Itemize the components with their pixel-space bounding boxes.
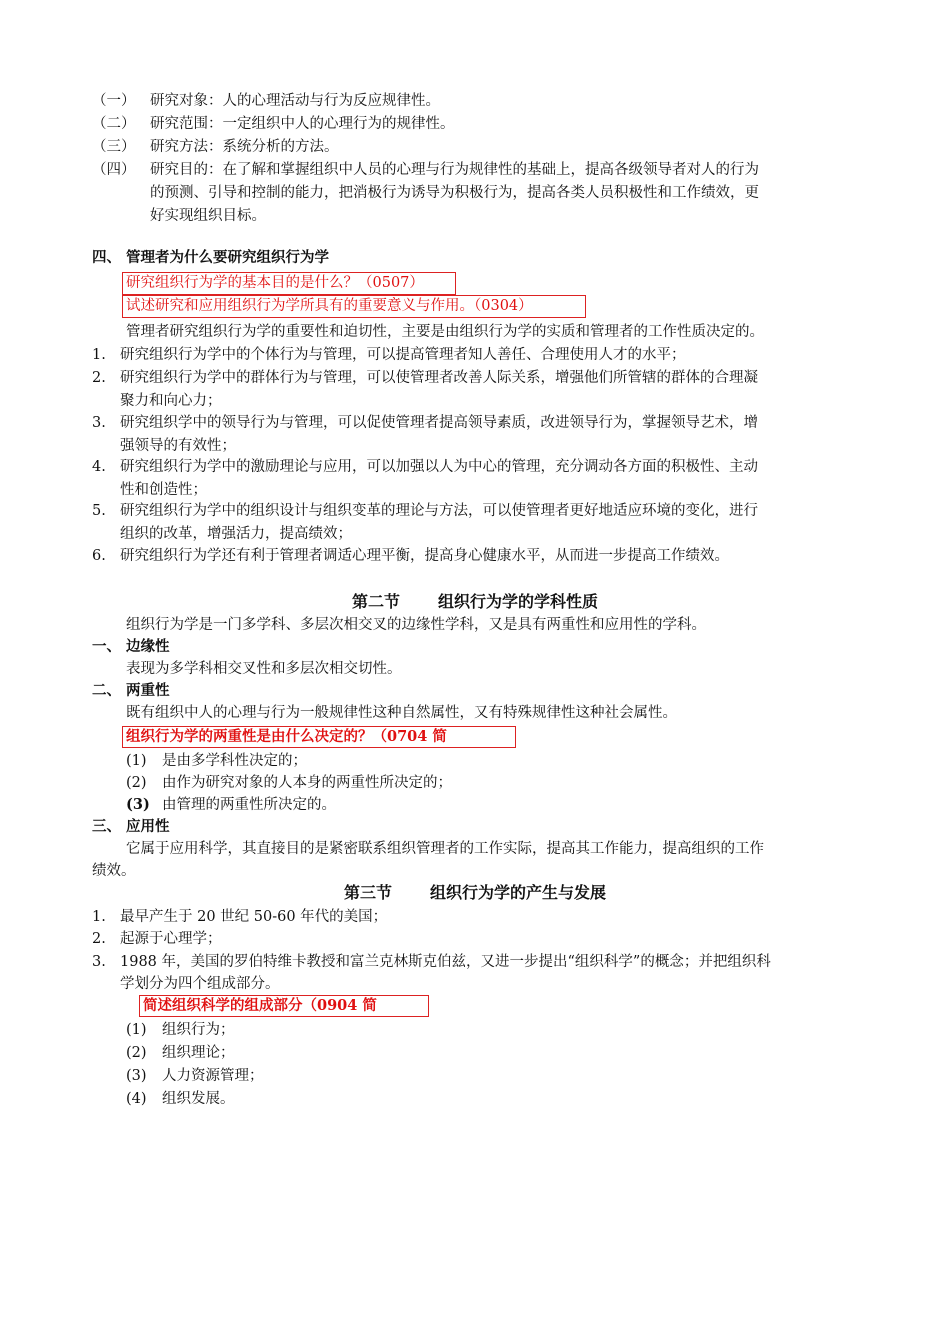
paragraph: 管理者研究组织行为学的重要性和迫切性，主要是由组织行为学的实质和管理者的工作性质决定的。 [126, 324, 764, 340]
section-title: 第三节 组织行为学的产生与发展 [343, 883, 607, 902]
sub-list-item: (3) 人力资源管理； [126, 1068, 264, 1084]
list-item: 5. 研究组织行为学中的组织设计与组织变革的理论与方法，可以使管理者更好地适应环境的变化，进行 [92, 503, 758, 519]
sub-list-item: (1) 是由多学科性决定的； [126, 753, 307, 769]
exam-question-box: 研究组织行为学的基本目的是什么？（0507） [122, 272, 456, 295]
list-item: 1. 研究组织行为学中的个体行为与管理，可以提高管理者知人善任、合理使用人才的水平； [92, 347, 686, 363]
list-item: 2. 研究组织行为学中的群体行为与管理，可以使管理者改善人际关系，增强他们所管辖的群体的合理凝 [92, 370, 758, 386]
paragraph: 组织行为学是一门多学科、多层次相交叉的边缘性学科，又是具有两重性和应用性的学科。 [126, 617, 706, 633]
paragraph-continuation: 绩效。 [92, 863, 136, 879]
exam-question-box: 简述组织科学的组成部分（0904 简 [139, 995, 429, 1017]
section-heading: 四、 管理者为什么要研究组织行为学 [92, 249, 330, 266]
list-item: 3. 1988 年，美国的罗伯特维卡教授和富兰克林斯克伯兹，又进一步提出“组织科学”的概念；并把组织科 [92, 954, 771, 970]
list-item-continuation: 好实现组织目标。 [150, 208, 266, 224]
sub-list-item: (2) 由作为研究对象的人本身的两重性所决定的； [126, 775, 452, 791]
exam-question-box: 组织行为学的两重性是由什么决定的？（0704 简 [122, 726, 516, 748]
list-item: 3. 研究组织学中的领导行为与管理，可以促使管理者提高领导素质，改进领导行为，掌握领导艺术，增 [92, 415, 758, 431]
sub-list-item: (4) 组织发展。 [126, 1091, 235, 1107]
list-item: 2. 起源于心理学； [92, 931, 222, 947]
list-item-continuation: 学划分为四个组成部分。 [120, 976, 280, 992]
list-item: （四） 研究目的：在了解和掌握组织中人员的心理与行为规律性的基础上，提高各级领导者对人的行为 [92, 162, 759, 178]
list-item: 1. 最早产生于 20 世纪 50-60 年代的美国； [92, 909, 388, 925]
list-item-continuation: 组织的改革，增强活力，提高绩效； [120, 526, 352, 542]
list-item: （三） 研究方法：系统分析的方法。 [92, 139, 339, 155]
sub-list-item: (3) 由管理的两重性所决定的。 [126, 796, 336, 813]
list-item-continuation: 强领导的有效性； [120, 438, 236, 454]
list-item: 6. 研究组织行为学还有利于管理者调适心理平衡，提高身心健康水平，从而进一步提高工作绩效。 [92, 548, 729, 564]
list-item-continuation: 性和创造性； [120, 482, 207, 498]
paragraph: 表现为多学科相交叉性和多层次相交切性。 [126, 661, 402, 677]
section-title: 第二节 组织行为学的学科性质 [351, 592, 599, 611]
subsection-heading: 三、 应用性 [92, 818, 170, 835]
subsection-heading: 一、 边缘性 [92, 638, 170, 655]
list-item-continuation: 的预测、引导和控制的能力，把消极行为诱导为积极行为，提高各类人员积极性和工作绩效，更 [150, 185, 759, 201]
list-item: （二） 研究范围：一定组织中人的心理行为的规律性。 [92, 116, 455, 132]
exam-question-box: 试述研究和应用组织行为学所具有的重要意义与作用。（0304） [122, 295, 586, 318]
sub-list-item: (2) 组织理论； [126, 1045, 235, 1061]
subsection-heading: 二、 两重性 [92, 682, 170, 699]
sub-list-item: (1) 组织行为； [126, 1022, 235, 1038]
paragraph: 它属于应用科学，其直接目的是紧密联系组织管理者的工作实际，提高其工作能力，提高组织的工作 [126, 841, 764, 857]
paragraph: 既有组织中人的心理与行为一般规律性这种自然属性，又有特殊规律性这种社会属性。 [126, 705, 677, 721]
list-item: 4. 研究组织行为学中的激励理论与应用，可以加强以人为中心的管理，充分调动各方面的积极性、主动 [92, 459, 758, 475]
list-item-continuation: 聚力和向心力； [120, 393, 222, 409]
list-item: （一） 研究对象：人的心理活动与行为反应规律性。 [92, 93, 440, 109]
